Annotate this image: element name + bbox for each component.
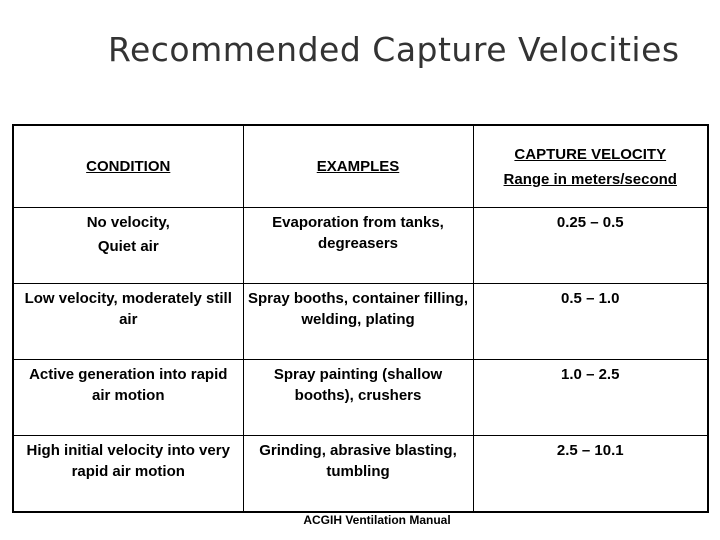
table-row xyxy=(13,208,708,284)
condition-line: No velocity, xyxy=(86,214,170,231)
capture-velocity-table xyxy=(12,124,709,513)
condition-line: Low velocity, moderately still air xyxy=(24,290,232,328)
header-range-label: Range in meters/second xyxy=(503,170,677,188)
cell-velocity: 0.25 – 0.5 xyxy=(473,208,708,284)
header-condition-label: CONDITION xyxy=(86,158,171,175)
table-row xyxy=(13,436,708,513)
table-row xyxy=(13,360,708,436)
table-row xyxy=(13,284,708,360)
cell-condition xyxy=(13,436,243,513)
cell-examples: Spray booths, container filling, welding, plating xyxy=(243,284,473,360)
cell-examples: Evaporation from tanks, degreasers xyxy=(243,208,473,284)
cell-condition xyxy=(13,360,243,436)
header-condition xyxy=(13,125,243,208)
cell-velocity: 2.5 – 10.1 xyxy=(473,436,708,513)
cell-condition xyxy=(13,284,243,360)
header-examples xyxy=(243,125,473,208)
slide-title: Recommended Capture Velocities xyxy=(108,30,680,69)
header-examples-label: EXAMPLES xyxy=(316,158,400,175)
condition-line: Active generation into rapid air motion xyxy=(29,366,228,404)
table-header-row xyxy=(13,125,708,208)
header-capture-velocity xyxy=(473,125,708,208)
source-note: ACGIH Ventilation Manual xyxy=(303,513,451,527)
header-capture-velocity-label: CAPTURE VELOCITY xyxy=(514,145,667,163)
condition-line: Quiet air xyxy=(97,238,159,255)
cell-examples: Spray painting (shallow booths), crushers xyxy=(243,360,473,436)
cell-examples: Grinding, abrasive blasting, tumbling xyxy=(243,436,473,513)
condition-line: High initial velocity into very rapid air motion xyxy=(26,442,230,480)
cell-velocity: 0.5 – 1.0 xyxy=(473,284,708,360)
cell-velocity: 1.0 – 2.5 xyxy=(473,360,708,436)
cell-condition xyxy=(13,208,243,284)
